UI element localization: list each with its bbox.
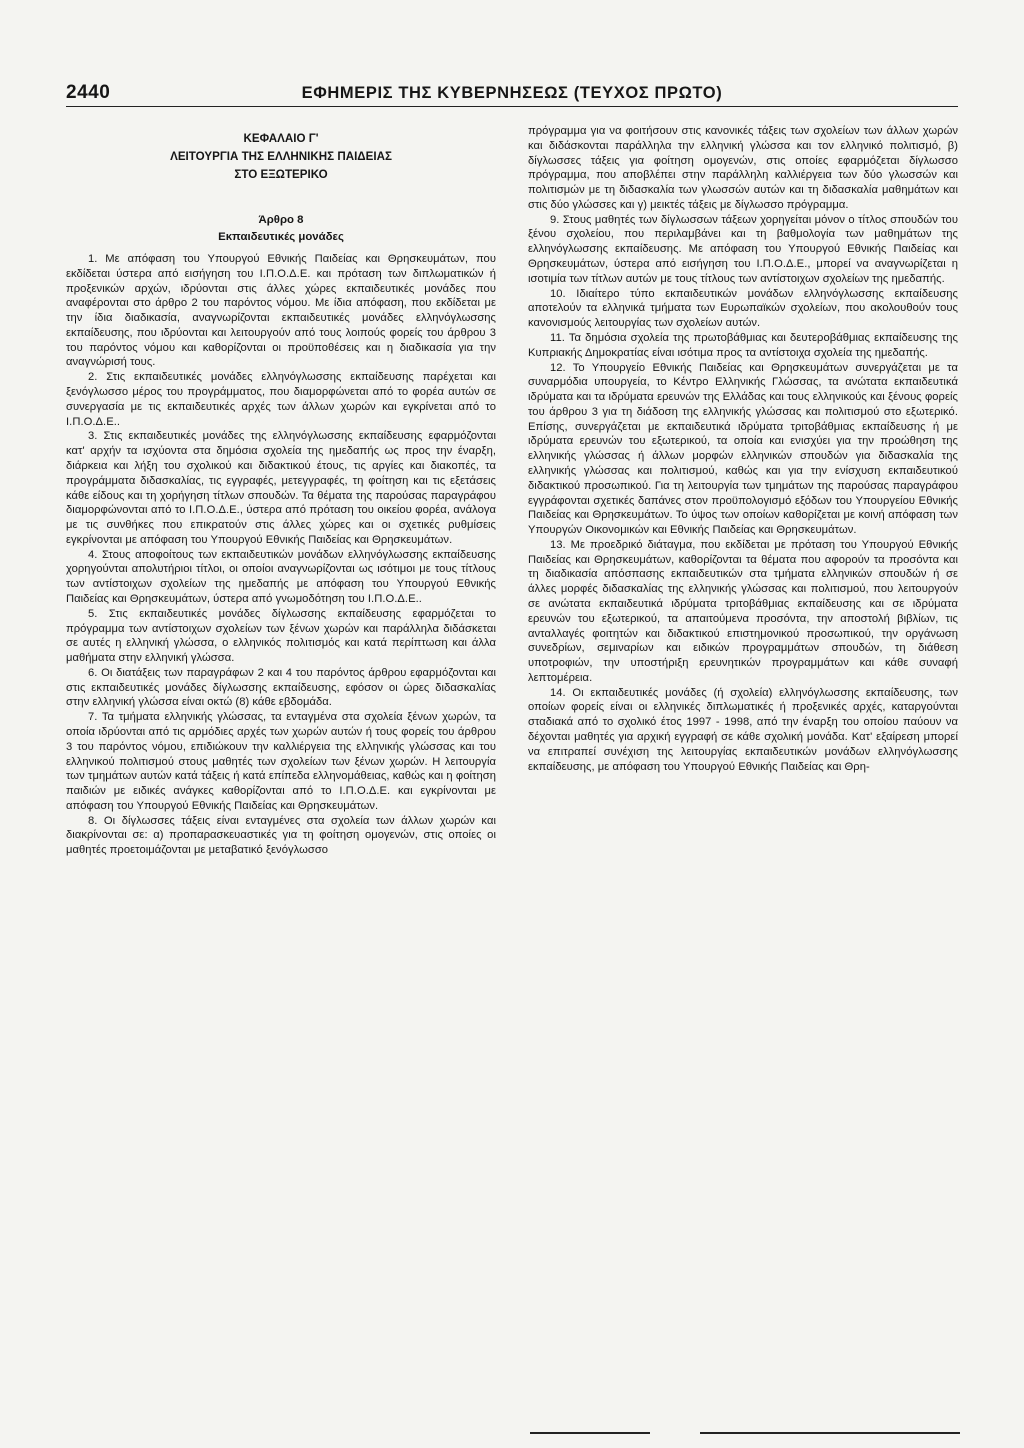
footer-rule [530,1432,650,1434]
paragraph: 7. Τα τμήματα ελληνικής γλώσσας, τα ενταγμένα στα σχολεία ξένων χωρών, τα οποία ιδρύονται από τις αρμόδιες αρχές των χωρών αυτών ή τους φορείς του άρθρου 3 του παρόντος νόμου, επιδιώκουν την καλλιέργεια της ελληνικής γλώσσας και του ελληνικού πολιτισμού στους μαθητές των σχολείων των ξένων χωρών. Η λειτουργία των τμημάτων αυτών κατά τάξεις ή κατά επίπεδα ελληνομάθειας, καθώς και η φοίτηση παιδιών με ειδικές ανάγκες καθορίζονται από το Ι.Π.Ο.Δ.Ε. και εγκρίνονται με απόφαση του Υπουργού Εθνικής Παιδείας και Θρησκευμάτων. [66,711,496,812]
article-title: Εκπαιδευτικές μονάδες [218,231,344,243]
chapter-heading [66,130,496,184]
left-column [66,124,496,858]
text-columns [66,124,958,858]
paragraph: 12. Το Υπουργείο Εθνικής Παιδείας και Θρησκευμάτων συνεργάζεται με τα συναρμόδια υπουργεία, το Κέντρο Ελληνικής Γλώσσας, τα ανώτατα εκπαιδευτικά ιδρύματα και τα ιδρύματα ερευνών της Ελλάδας και τους ελληνικούς και ξένους φορείς του άρθρου 3 για τη διάδοση της ελληνικής γλώσσας και πολιτισμού στο εξωτερικό. Επίσης, συνεργάζεται με εκπαιδευτικά ιδρύματα τριτοβάθμιας εκπαίδευσης ή με ιδρύματα ερευνών του εξωτερικού, τα οποία και ενισχύει για την προώθηση της ελληνικής γλώσσας ή άλλων μορφών ελληνικών σπουδών για διδασκαλία της ελληνικής γλώσσας και πολιτισμού, καθώς και για την ενίσχυση εκπαιδευτικού διδακτικού προσωπικού. Για τη λειτουργία των τμημάτων της παρούσας παραγράφου εγγράφονται σχετικές δαπάνες στον προϋπολογισμό εξόδων του Υπουργείου Εθνικής Παιδείας και Θρησκευμάτων. Το ύψος των οποίων καθορίζεται με κοινή απόφαση των Υπουργών Οικονομικών και Εθνικής Παιδείας και Θρησκευμάτων. [528,361,958,537]
page-number: 2440 [66,82,111,103]
footer-rule [700,1432,960,1434]
paragraph: 11. Τα δημόσια σχολεία της πρωτοβάθμιας και δευτεροβάθμιας εκπαίδευσης της Κυπριακής Δημοκρατίας είναι ισότιμα προς τα αντίστοιχα σχολεία της ημεδαπής. [528,331,958,359]
paragraph: 8. Οι δίγλωσσες τάξεις είναι ενταγμένες στα σχολεία των άλλων χωρών και διακρίνονται σε: α) προπαρασκευαστικές για τη φοίτηση ομογενών, στις οποίες οι μαθητές προετοιμάζονται με μεταβατικό ξενόγλωσσο [66,814,496,857]
paragraph: 13. Με προεδρικό διάταγμα, που εκδίδεται με πρόταση του Υπουργού Εθνικής Παιδείας και Θρησκευμάτων, καθορίζονται τα θέματα που αφορούν τα προσόντα και τη διαδικασία απόσπασης εκπαιδευτικών στα τμήματα ελληνικών σπουδών ή σε άλλες μορφές διδασκαλίας της ελληνικής γλώσσας και πολιτισμού, που λειτουργούν σε ανώτατα εκπαιδευτικά ιδρύματα τριτοβάθμιας εκπαίδευσης και σε ιδρύματα ερευνών του εξωτερικού, τα απαιτούμενα προσόντα, την αποστολή βιβλίων, τις ανταλλαγές φοιτητών και διδακτικού επιστημονικού προσωπικού, την οργάνωση συνεδρίων, σεμιναρίων και ειδικών προγραμμάτων σπουδών, τη διάθεση υποτροφιών, την υποστήριξη ερευνητικών προγραμμάτων και κάθε συναφή λεπτομέρεια. [528,538,958,684]
paragraph: 10. Ιδιαίτερο τύπο εκπαιδευτικών μονάδων ελληνόγλωσσης εκπαίδευσης αποτελούν τα ελληνικά τμήματα των Ευρωπαϊκών σχολείων, που ακολουθούν τους κανονισμούς λειτουργίας των σχολείων αυτών. [528,287,958,330]
gazette-page [66,74,958,1424]
article-heading [66,212,496,246]
paragraph: 6. Οι διατάξεις των παραγράφων 2 και 4 του παρόντος άρθρου εφαρμόζονται και στις εκπαιδευτικές μονάδες δίγλωσσης εκπαίδευσης, εφόσον οι ώρες διδασκαλίας στην ελληνική γλώσσα είναι οκτώ (8) κάθε εβδομάδα. [66,666,496,709]
paragraph: 4. Στους αποφοίτους των εκπαιδευτικών μονάδων ελληνόγλωσσης εκπαίδευσης χορηγούνται απολυτήριοι τίτλοι, οι οποίοι αναγνωρίζονται ως ισότιμοι με τους τίτλους των αντίστοιχων σχολείων της ημεδαπής με απόφαση του Υπουργού Εθνικής Παιδείας και Θρησκευμάτων, ύστερα από γνωμοδότηση του Ι.Π.Ο.Δ.Ε.. [66,548,496,605]
paragraph: 9. Στους μαθητές των δίγλωσσων τάξεων χορηγείται μόνον ο τίτλος σπουδών του ξένου σχολείου, που περιλαμβάνει και τη βαθμολογία των μαθημάτων της ελληνόγλωσσης εκπαίδευσης. Με απόφαση του Υπουργού Εθνικής Παιδείας και Θρησκευμάτων, ύστερα από εισήγηση του Ι.Π.Ο.Δ.Ε., μπορεί να αναγνωρίζεται η ισοτιμία των τίτλων αυτών με τους τίτλους των αντίστοιχων σχολείων της ημεδαπής. [528,213,958,285]
right-column [528,124,958,858]
paragraph: 3. Στις εκπαιδευτικές μονάδες της ελληνόγλωσσης εκπαίδευσης εφαρμόζονται κατ' αρχήν τα ισχύοντα στα δημόσια σχολεία της ημεδαπής ως προς την έναρξη, διάρκεια και λήξη του σχολικού και διδακτικού έτους, τις αργίες και διακοπές, τα προγράμματα διδασκαλίας, τις εγγραφές, μετεγγραφές, τη φοίτηση και τις εξετάσεις κάθε είδους και τη χορήγηση τίτλων σπουδών. Τα θέματα της παρούσας παραγράφου διαμορφώνονται από το Ι.Π.Ο.Δ.Ε., ύστερα από πρόταση του οικείου φορέα, ανάλογα με τις συνθήκες που επικρατούν στις άλλες χώρες και οι σχετικές ρυθμίσεις εγκρίνονται με απόφαση του Υπουργού Εθνικής Παιδείας και Θρησκευμάτων. [66,430,496,546]
paragraph: 14. Οι εκπαιδευτικές μονάδες (ή σχολεία) ελληνόγλωσσης εκπαίδευσης, των οποίων φορείς είναι οι ελληνικές διπλωματικές ή προξενικές αρχές, καταργούνται σταδιακά από το σχολικό έτος 1997 - 1998, από την έναρξη του οποίου παύουν να δέχονται μαθητές για αρχική εγγραφή σε κάθε σχολική μονάδα. Κατ' εξαίρεση μπορεί να επιτραπεί συνέχιση της λειτουργίας εκπαιδευτικών μονάδων ελληνόγλωσσης εκπαίδευσης, με απόφαση του Υπουργού Εθνικής Παιδείας και Θρη- [528,686,958,773]
chapter-title-line1: ΛΕΙΤΟΥΡΓΙΑ ΤΗΣ ΕΛΛΗΝΙΚΗΣ ΠΑΙΔΕΙΑΣ [170,150,392,163]
article-number: Άρθρο 8 [258,214,304,226]
page-header [66,74,958,107]
gazette-title: ΕΦΗΜΕΡΙΣ ΤΗΣ ΚΥΒΕΡΝΗΣΕΩΣ (ΤΕΥΧΟΣ ΠΡΩΤΟ) [301,84,723,102]
paragraph: 1. Με απόφαση του Υπουργού Εθνικής Παιδείας και Θρησκευμάτων, που εκδίδεται ύστερα από εισήγηση του Ι.Π.Ο.Δ.Ε. και πρόταση των διπλωματικών ή προξενικών αρχών, ιδρύονται στις άλλες χώρες εκπαιδευτικές μονάδες που αναφέρονται στο άρθρο 2 του παρόντος νόμου. Με ίδια απόφαση, που εκδίδεται με την ίδια διαδικασία, αναγνωρίζονται εκπαιδευτικές μονάδες ελληνόγλωσσης εκπαίδευσης, που ιδρύονται και λειτουργούν από τους λοιπούς φορείς του άρθρου 3 του παρόντος νόμου και καθορίζονται οι προϋποθέσεις και η διαδικασία για την αναγνώρισή τους. [66,253,496,369]
paragraph: 5. Στις εκπαιδευτικές μονάδες δίγλωσσης εκπαίδευσης εφαρμόζεται το πρόγραμμα των αντίστοιχων σχολείων των ξένων χωρών και παράλληλα διδάσκεται σε αυτές η ελληνική γλώσσα, ο ελληνικός πολιτισμός και κατά περίπτωση και άλλα μαθήματα στην ελληνική γλώσσα. [66,607,496,665]
chapter-number: ΚΕΦΑΛΑΙΟ Γ' [243,132,319,145]
paragraph: 2. Στις εκπαιδευτικές μονάδες ελληνόγλωσσης εκπαίδευσης παρέχεται και ξενόγλωσσο μέρος του προγράμματος, που διαμορφώνεται από το φορέα αυτών σε συνεργασία με τις εκπαιδευτικές αρχές των άλλων χωρών και εγκρίνεται από το Ι.Π.Ο.Δ.Ε.. [66,371,496,428]
chapter-title-line2: ΣΤΟ ΕΞΩΤΕΡΙΚΟ [234,168,328,181]
paragraph-continuation: πρόγραμμα για να φοιτήσουν στις κανονικές τάξεις των σχολείων των άλλων χωρών και διδάσκονται παράλληλα την ελληνική γλώσσα και τον ελληνικό πολιτισμό, β) δίγλωσσες τάξεις για φοίτηση ομογενών, στις οποίες εφαρμόζεται δίγλωσσο πρόγραμμα, που αποβλέπει στην παράλληλη καλλιέργεια των δύο γλωσσών και πολιτισμών με τη διδασκαλία των γλωσσών αυτών και τη διδασκαλία μαθημάτων και στις δύο γλώσσες και γ) μεικτές τάξεις με δίγλωσσο πρόγραμμα. [528,125,958,211]
